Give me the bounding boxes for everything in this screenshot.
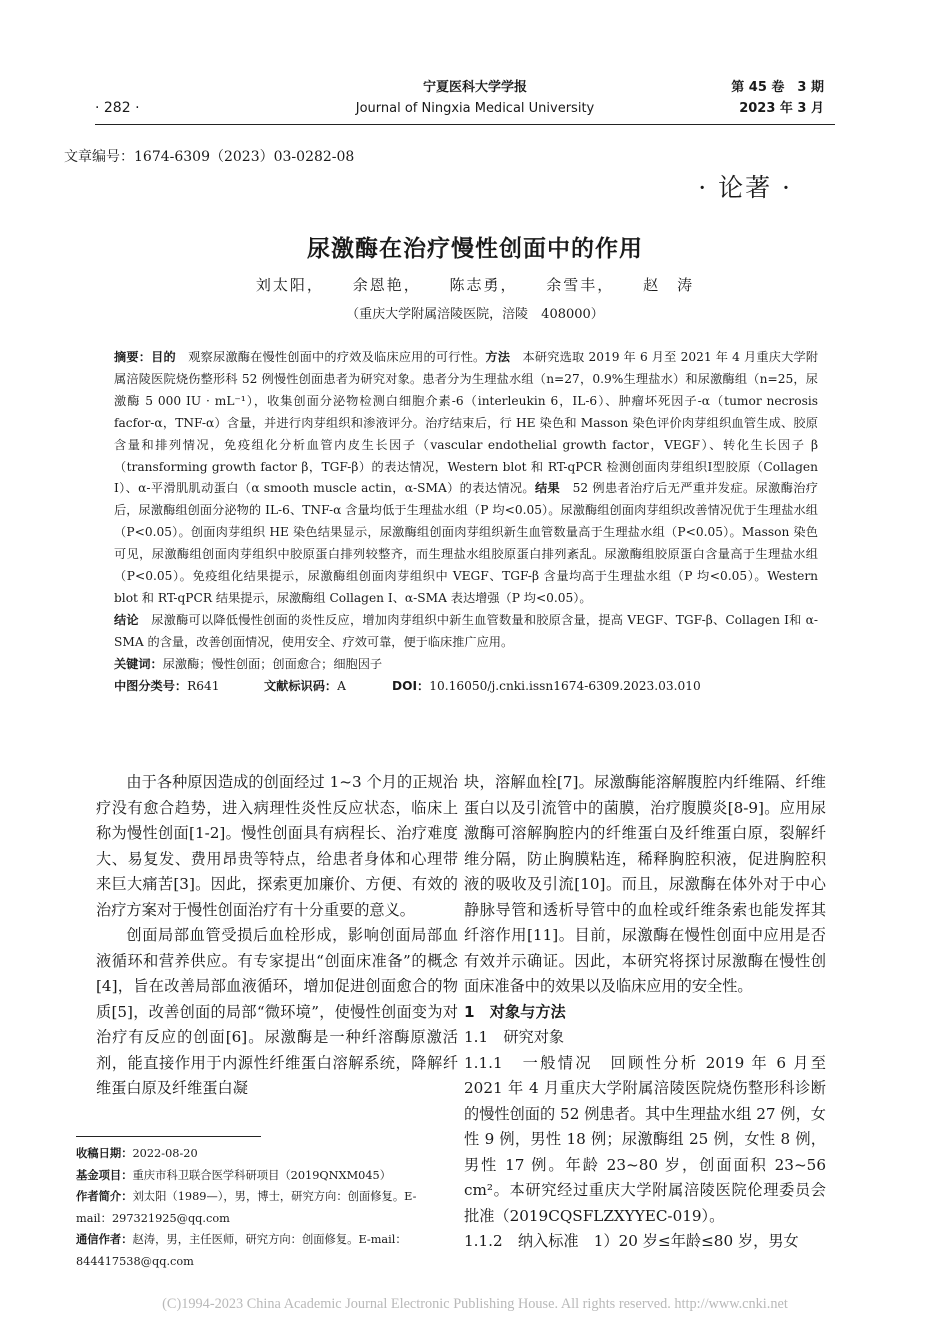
author-bio-value: 刘太阳（1989—），男，博士，研究方向：创面修复。E-mail：297321925@qq.com bbox=[76, 1190, 417, 1225]
footnotes bbox=[76, 1143, 451, 1272]
author: 余雪丰， bbox=[546, 276, 615, 294]
author-bio bbox=[76, 1186, 451, 1229]
clc-label: 中图分类号： bbox=[114, 678, 188, 693]
conclusion-text: 尿激酶可以降低慢性创面的炎性反应，增加肉芽组织中新生血管数量和胶原含量，提高 VEGF、TGF-β、Collagen Ⅰ和 α-SMA 的含量，改善创面情况，使用安全、疗效可靠，便于临床推广应用。 bbox=[114, 612, 819, 649]
body-paragraph: 由于各种原因造成的创面经过 1~3 个月的正规治疗没有愈合趋势，进入病理性炎性反应状态，临床上称为慢性创面[1-2]。慢性创面具有病程长、治疗难度大、易复发、费用昂贵等特点，给患者身体和心理带来巨大痛苦[3]。因此，探索更加廉价、方便、有效的治疗方案对于慢性创面治疗有十分重要的意义。 bbox=[96, 773, 458, 919]
corr-value: 赵涛，男，主任医师，研究方向：创面修复。E-mail：844417538@qq.com bbox=[76, 1233, 407, 1268]
issue-info bbox=[731, 77, 824, 119]
corr-label: 通信作者： bbox=[76, 1233, 133, 1246]
body-column-right bbox=[464, 770, 826, 1255]
article-number: 文章编号：1674-6309（2023）03-0282-08 bbox=[64, 149, 355, 165]
affiliation: （重庆大学附属涪陵医院，涪陵 408000） bbox=[346, 307, 604, 322]
subsubsection-text: 回顾性分析 2019 年 6 月至 2021 年 4 月重庆大学附属涪陵医院烧伤整形科诊断的慢性创面的 52 例患者。其中生理盐水组 27 例，女性 9 例，男性 18 例；尿激酶组 25 例，女性 8 例，男性 17 例。年龄 23~80 岁，创面面积 23~56 cm²。本研究经过重庆大学附属涪陵医院伦理委员会批准（2019CQSFLZXYYEC-019）。 bbox=[464, 1053, 826, 1225]
body-paragraph bbox=[464, 1051, 826, 1230]
methods-label: 方法 bbox=[485, 350, 511, 364]
fund-value: 重庆市科卫联合医学科研项目（2019QNXM045） bbox=[132, 1168, 392, 1182]
author-list bbox=[0, 274, 950, 295]
body-paragraph bbox=[464, 1229, 826, 1255]
author: 陈志勇， bbox=[449, 276, 518, 294]
keywords bbox=[114, 654, 818, 676]
subsubsection-heading: 1.1.2 纳入标准 bbox=[464, 1232, 594, 1250]
received-label: 收稿日期： bbox=[76, 1147, 133, 1160]
article-category: · 论著 · bbox=[698, 173, 792, 202]
header-rule bbox=[95, 124, 835, 125]
doc-code-value: A bbox=[337, 678, 346, 693]
doc-code bbox=[264, 676, 392, 698]
abstract-label: 摘要： bbox=[114, 350, 152, 364]
volume-issue: 第 45 卷 3 期 bbox=[731, 80, 824, 95]
classification-row bbox=[114, 676, 818, 698]
paper-title: 尿激酶在治疗慢性创面中的作用 bbox=[307, 236, 643, 262]
journal-title-en: Journal of Ningxia Medical University bbox=[355, 101, 595, 116]
journal-title-cn: 宁夏医科大学学报 bbox=[422, 80, 527, 95]
corresponding-author bbox=[76, 1229, 451, 1272]
objective-text: 观察尿激酶在慢性创面中的疗效及临床应用的可行性。 bbox=[175, 350, 486, 364]
clc bbox=[114, 676, 264, 698]
doi bbox=[392, 676, 701, 698]
keywords-label: 关键词： bbox=[114, 656, 163, 671]
author: 刘太阳， bbox=[255, 276, 324, 294]
conclusion-label: 结论 bbox=[114, 612, 139, 627]
clc-value: R641 bbox=[187, 678, 220, 693]
section-heading: 1 对象与方法 bbox=[464, 1002, 566, 1021]
methods-text: 本研究选取 2019 年 6 月至 2021 年 4 月重庆大学附属涪陵医院烧伤整形科 52 例慢性创面患者为研究对象。患者分为生理盐水组（n=27，0.9%生理盐水）和尿激酶组（n=25，尿激酶 5 000 IU · mL⁻¹），收集创面分泌物检测白细胞介素-6（interleukin 6，IL-6）、肿瘤坏死因子-α（tumor necrosis facfor-α，TNF-α）含量，并进行肉芽组织和渗液评分。治疗结束后，行 HE 染色和 Masson 染色评价肉芽组织血管生成、胶原含量和排列情况，免疫组化分析血管内皮生长因子（vascular endothelial growth factor，VEGF）、转化生长因子 β（transforming growth factor β，TGF-β）的表达情况，Western blot 和 RT-qPCR 检测创面肉芽组织Ⅰ型胶原（Collagen Ⅰ）、α-平滑肌肌动蛋白（α smooth muscle actin，α-SMA）的表达情况。 bbox=[114, 350, 819, 496]
subsubsection-heading: 1.1.1 一般情况 bbox=[464, 1053, 611, 1072]
doi-label: DOI： bbox=[392, 678, 430, 693]
fund-label: 基金项目： bbox=[76, 1168, 133, 1182]
keywords-value: 尿激酶；慢性创面；创面愈合；细胞因子 bbox=[162, 656, 383, 671]
author: 余恩艳， bbox=[352, 276, 421, 294]
page-number: · 282 · bbox=[95, 100, 140, 116]
body-paragraph: 创面局部血管受损后血栓形成，影响创面局部血液循环和营养供应。有专家提出“创面床准备”的概念[4]，旨在改善局部血液循环，增加促进创面愈合的物质[5]，改善创面的局部“微环境”，使慢性创面变为对治疗有反应的创面[6]。尿激酶是一种纤溶酶原激活剂，能直接作用于内源性纤维蛋白溶解系统，降解纤维蛋白原及纤维蛋白凝 bbox=[96, 926, 458, 1097]
author: 赵 涛 bbox=[643, 276, 695, 294]
results-text: 52 例患者治疗后无严重并发症。尿激酶治疗后，尿激酶组创面分泌物的 IL-6、TNF-α 含量均低于生理盐水组（P 均<0.05）。尿激酶组创面肉芽组织改善情况优于生理盐水组（P<0.05）。创面肉芽组织 HE 染色结果显示，尿激酶组创面肉芽组织新生血管数量高于生理盐水组（P<0.05）。Masson 染色可见，尿激酶组创面肉芽组织中胶原蛋白排列较整齐，而生理盐水组胶原蛋白排列紊乱。尿激酶组胶原蛋白含量高于生理盐水组（P<0.05）。免疫组化结果提示，尿激酶组创面肉芽组织中 VEGF、TGF-β 含量均高于生理盐水组（P 均<0.05）。Western blot 和 RT-qPCR 结果提示，尿激酶组 Collagen Ⅰ、α-SMA 表达增强（P 均<0.05）。 bbox=[114, 481, 818, 605]
doc-code-label: 文献标识码： bbox=[264, 678, 338, 693]
received-value: 2022-08-20 bbox=[132, 1147, 198, 1160]
body-column-left bbox=[96, 770, 458, 1102]
abstract bbox=[114, 347, 818, 698]
objective-label: 目的 bbox=[151, 350, 176, 364]
author-bio-label: 作者简介： bbox=[76, 1190, 133, 1203]
issue-date: 2023 年 3 月 bbox=[739, 101, 824, 116]
footnote-rule bbox=[76, 1136, 261, 1137]
copyright-watermark: (C)1994-2023 China Academic Journal Electronic Publishing House. All rights reserved. http://www.cnki.net bbox=[162, 1296, 788, 1312]
abstract-conclusion bbox=[114, 610, 818, 654]
abstract-body bbox=[114, 347, 818, 610]
subsubsection-text: 1）20 岁≤年龄≤80 岁，男女 bbox=[593, 1232, 799, 1250]
subsection-heading: 1.1 研究对象 bbox=[464, 1028, 565, 1046]
doi-value: 10.16050/j.cnki.issn1674-6309.2023.03.010 bbox=[429, 678, 701, 693]
body-paragraph: 块，溶解血栓[7]。尿激酶能溶解腹腔内纤维隔、纤维蛋白以及引流管中的菌膜，治疗腹膜炎[8-9]。应用尿激酶可溶解胸腔内的纤维蛋白及纤维蛋白原，裂解纤维分隔，防止胸膜粘连，稀释胸腔积液，促进胸腔积液的吸收及引流[10]。而且，尿激酶在体外对于中心静脉导管和透析导管中的血栓或纤维条索也能发挥其纤溶作用[11]。目前，尿激酶在慢性创面中应用是否有效并示确证。因此，本研究将探讨尿激酶在慢性创面床准备中的效果以及临床应用的安全性。 bbox=[464, 773, 826, 995]
received-date bbox=[76, 1143, 451, 1165]
results-label: 结果 bbox=[534, 481, 561, 496]
fund bbox=[76, 1165, 451, 1187]
